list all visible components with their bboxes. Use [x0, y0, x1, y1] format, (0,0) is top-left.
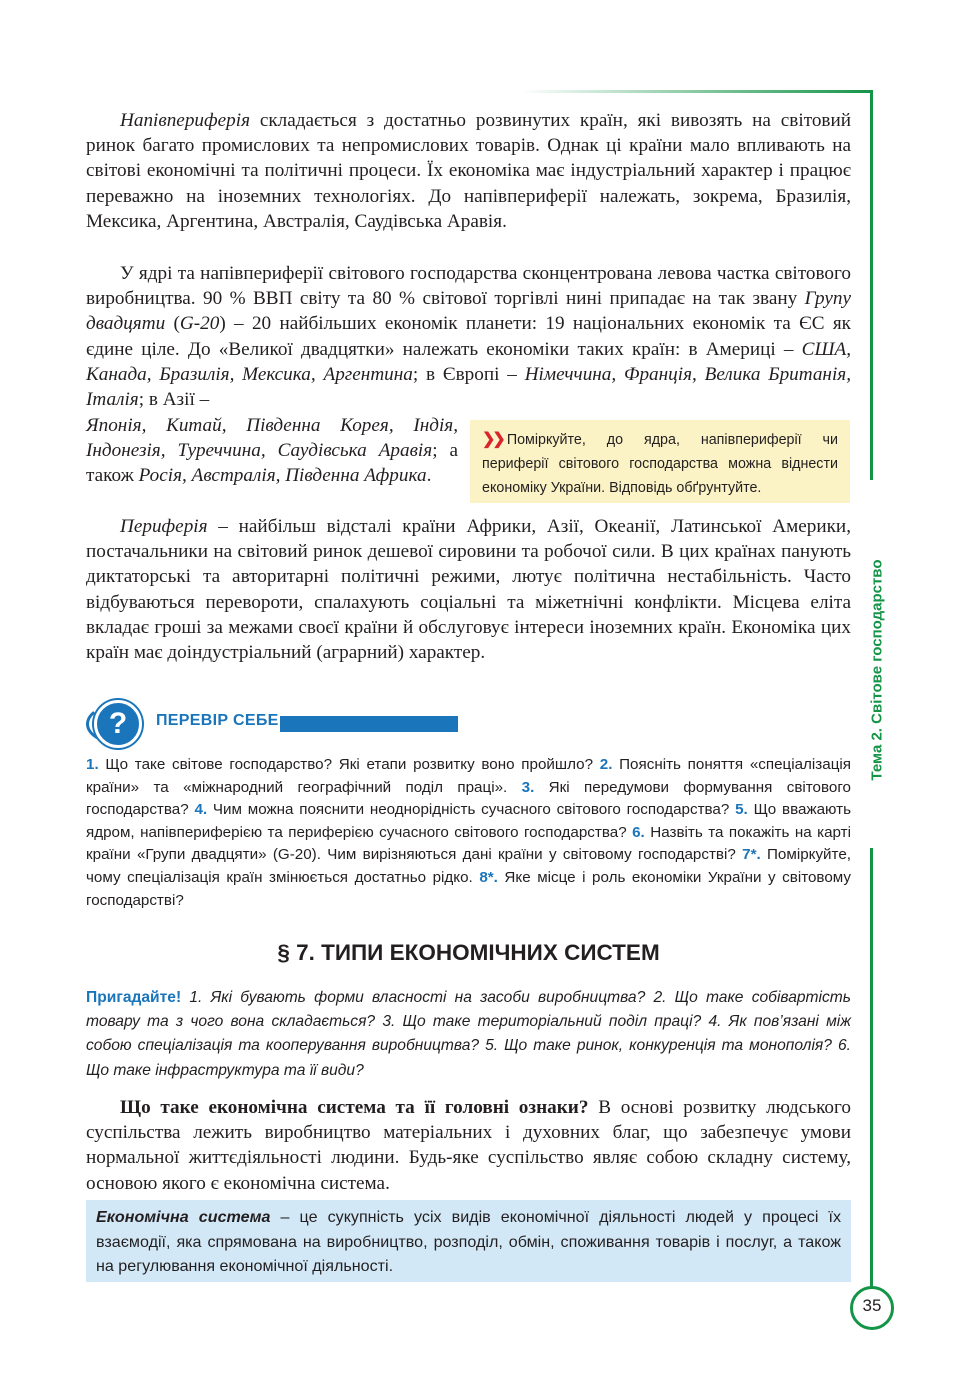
- paragraph-g20: У ядрі та напівпериферії світового господарства сконцентрована левова частка світового виробництва. 90 % ВВП світу та 80 % світової торгівлі нині припадає на так звану Групу двадцяти (G-20) – 20 найбільших економік планети: 19 національних економік та ЄС як єдине ціле. До «Великої двадцятки» належать економіки таких країн: в Америці – США, Канада, Бразилія, Мексика, Аргентина; в Європі – Німеччина, Франція, Велика Британія, Італія; в Азії –: [86, 263, 852, 411]
- term-semiperiphery: Напівпериферія: [120, 110, 250, 131]
- question-text: Що таке світове господарство? Які етапи розвитку воно пройшло?: [98, 756, 600, 773]
- question-text: Що вважають ядром, напівпериферією та периферією сучасного світового господарства?: [86, 801, 851, 841]
- recall-label: Пригадайте!: [86, 989, 182, 1006]
- paragraph-semiperiphery: Напівпериферія складається з достатньо розвинутих країн, які вивозять на світовий ринок багато промислових та непромислових товарів. Однак ці країни мало впливають на світові економічні та політичні процеси. Їх економіка має індустріальний характер і працює переважно на іноземних технологіях. До напівпериферії належать, зокрема, Бразилія, Мексика, Аргентина, Австралія, Саудівська Аравія.: [86, 110, 852, 232]
- section-title: § 7. ТИПИ ЕКОНОМІЧНИХ СИСТЕМ: [277, 940, 660, 965]
- page-number: 35: [846, 1282, 898, 1334]
- paragraph-economic-system: Що таке економічна система та її головні ознаки? В основі розвитку людського суспільства лежить виробництво матеріальних і духовних благ, що забезпечує умови нормальної життєдіяльності людини. Будь-яке суспільство являє собою складну систему, основою якого є економічна система.: [86, 1097, 852, 1194]
- double-chevron-icon: ❯❯: [482, 431, 503, 448]
- question-text: Яке місце і роль економіки України у світовому господарстві?: [86, 868, 851, 909]
- definition-term: Економічна система: [96, 1208, 271, 1226]
- question-number: 4.: [194, 801, 208, 819]
- question-text: Поясніть поняття «спеціалізація країни» та «міжнародний географічний поділ праці».: [86, 756, 851, 796]
- question-text: Назвіть та покажіть на карті країни «Групи двадцяти» (G-20). Чим вирізняються дані країни у світовому господарстві?: [86, 823, 851, 864]
- term-periphery: Периферія: [120, 516, 208, 537]
- question-number: 3.: [521, 778, 535, 796]
- question-number: 8*.: [479, 868, 498, 886]
- think-callout: ❯❯ Поміркуйте, до ядра, напівпериферії чи периферії світового господарства можна віднести економіку України. Відповідь обґрунтуйте.: [470, 420, 850, 503]
- check-yourself-header: [86, 700, 466, 746]
- question-number: 2.: [599, 756, 613, 773]
- question-number: 1.: [86, 756, 99, 773]
- question-number: 6.: [632, 823, 645, 841]
- side-topic-label: Тема 2. Світове господарство: [868, 559, 886, 781]
- question-number: 7*.: [742, 846, 761, 864]
- paragraph-g20-continued: Японія, Китай, Південна Корея, Індія, Індонезія, Туреччина, Саудівська Аравія; а також Росія, Австралія, Південна Африка.: [86, 415, 458, 487]
- question-text: Поміркуйте, чому спеціалізація країн змінюється достатньо рідко.: [86, 846, 851, 886]
- definition-box: Економічна система – це сукупність усіх видів економічної діяльності людей у процесі їх взаємодії, яка спрямована на виробництво, розподіл, обмін, споживання товарів і послуг, а також на регулювання економічної діяльності.: [86, 1200, 851, 1282]
- recall-block: Пригадайте! 1. Які бувають форми власності на засоби виробництва? 2. Що таке собівартість товару та з чого вона складається? 3. Що таке територіальний поділ праці? 4. Як пов’язані між собою спеціалізація та кооперування виробництва? 5. Що таке ринок, конкуренція та монополія? 6. Що таке інфраструктура та її види?: [86, 989, 851, 1079]
- top-decorative-line: [520, 90, 872, 93]
- paragraph-heading: Що таке економічна система та її головні ознаки?: [120, 1097, 589, 1118]
- question-mark-icon: ?: [94, 700, 142, 748]
- side-line-lower: [870, 848, 873, 1288]
- question-list: [86, 754, 851, 912]
- check-yourself-title: ПЕРЕВІР СЕБЕ: [156, 712, 279, 729]
- question-number: 5.: [735, 801, 748, 819]
- question-text: Чим можна пояснити неоднорідність сучасного світового господарства?: [207, 801, 736, 819]
- question-text: Які передумови формування світового господарства?: [86, 778, 851, 819]
- side-line-upper: [870, 90, 873, 480]
- header-bar: [280, 716, 458, 732]
- paragraph-periphery: Периферія – найбільш відсталі країни Африки, Азії, Океанії, Латинської Америки, постачальники на світовий ринок дешевої сировини та робочої сили. В цих країнах панують диктаторські та авторитарні політичні режими, лютує політична нестабільність. Часто відбуваються перевороти, спалахують соціальні та міжетнічні конфлікти. Місцева еліта вкладає гроші за межами своєї країни й обслуговує інтереси іноземних країн. Економіка цих країн має доіндустріальний (аграрний) характер.: [86, 516, 851, 664]
